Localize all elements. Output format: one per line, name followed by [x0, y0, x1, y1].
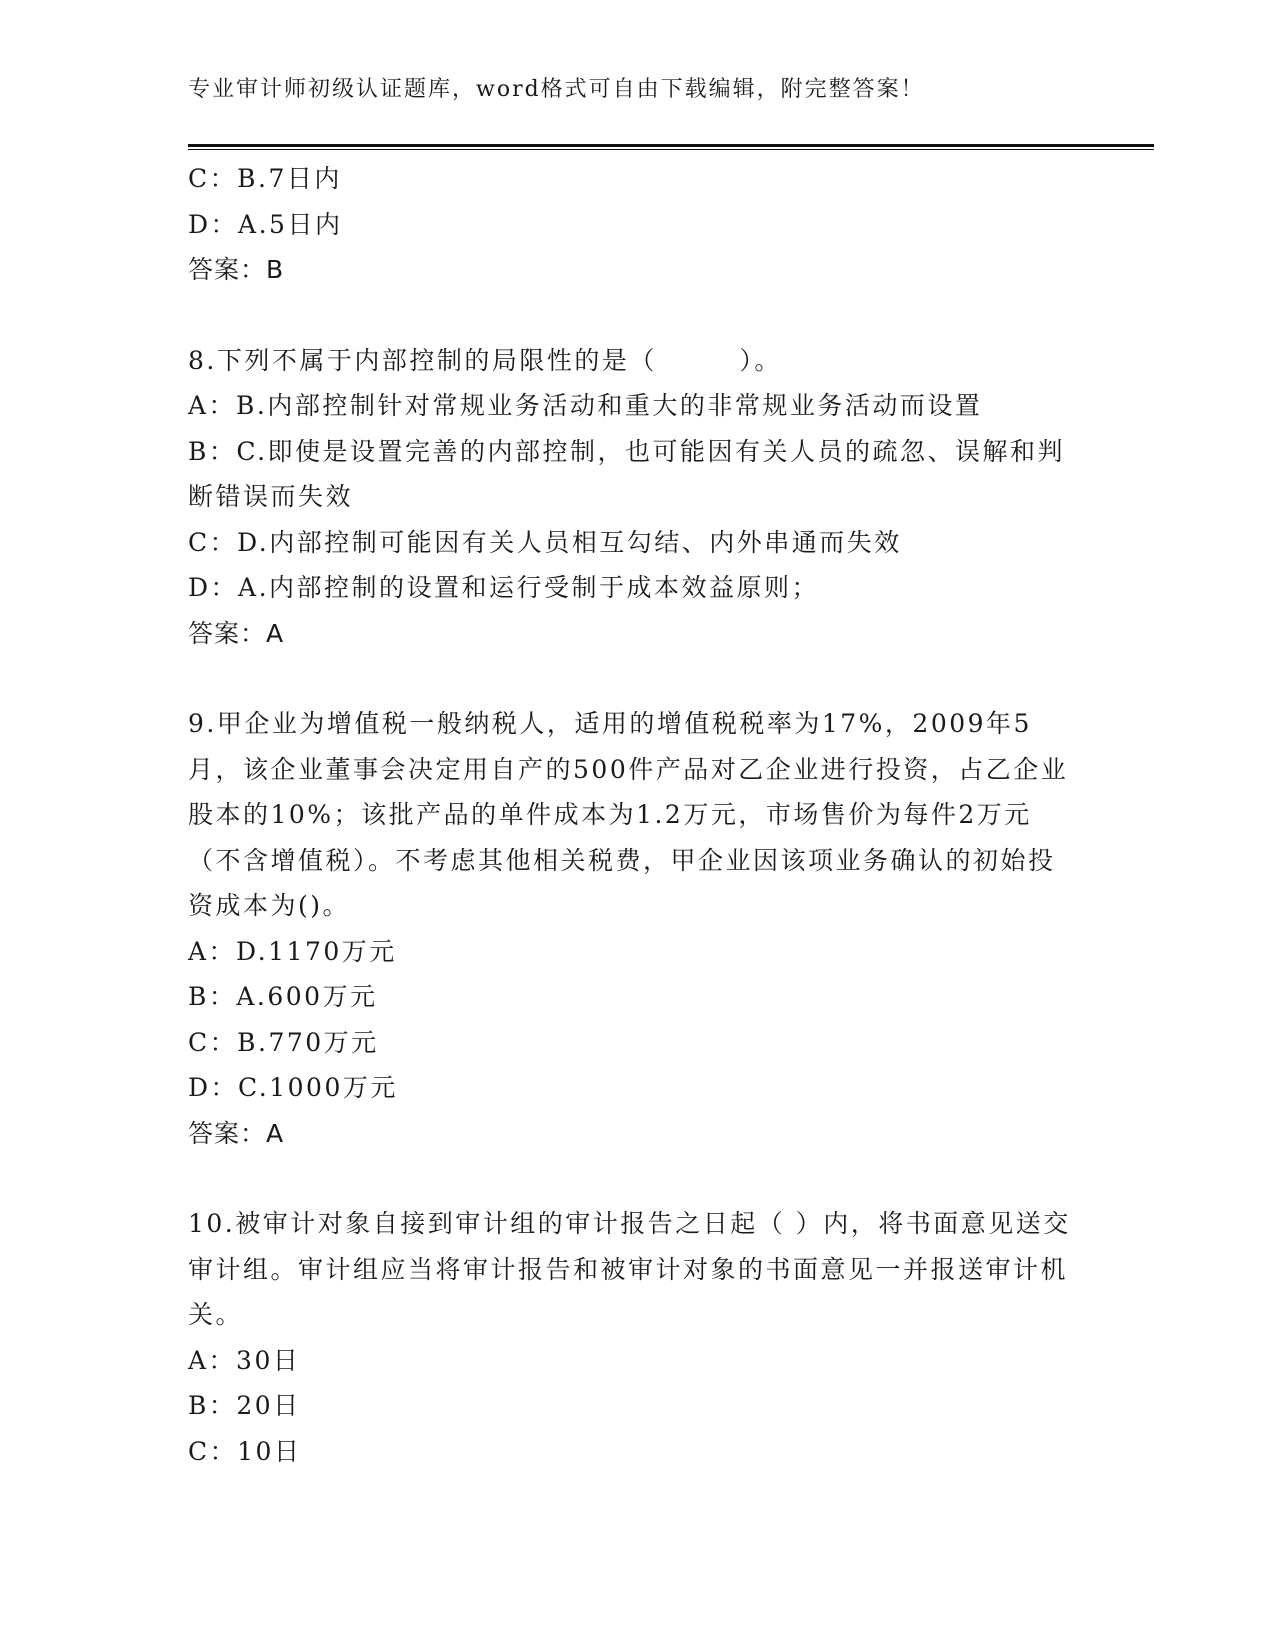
question-content: [188, 156, 1078, 1474]
option-a: A：B.内部控制针对常规业务活动和重大的非常规业务活动而设置: [188, 391, 983, 420]
spacer: [188, 293, 1078, 338]
spacer: [188, 656, 1078, 701]
option-d: D：A.内部控制的设置和运行受制于成本效益原则；: [188, 573, 820, 602]
question-8: [188, 338, 1078, 657]
question-text: 10.被审计对象自接到审计组的审计报告之日起（ ）内，将书面意见送交审计组。审计组应当将审计报告和被审计对象的书面意见一并报送审计机关。: [188, 1209, 1071, 1329]
question-7: [188, 156, 1078, 293]
question-9: [188, 701, 1078, 1156]
header-divider-thin: [188, 149, 1154, 150]
option-c: C：10日: [188, 1436, 302, 1466]
page-header-title: 专业审计师初级认证题库，word格式可自由下载编辑，附完整答案！: [188, 77, 925, 102]
option-b: B：A.600万元: [188, 982, 378, 1011]
answer-line: 答案：A: [188, 1118, 285, 1148]
option-d: D：C.1000万元: [188, 1073, 398, 1102]
option-b: B：C.即使是设置完善的内部控制，也可能因有关人员的疏忽、误解和判断错误而失效: [188, 436, 1066, 511]
answer-line: 答案：B: [188, 255, 285, 284]
header-divider-thick: [188, 144, 1154, 147]
option-b: B：20日: [188, 1391, 301, 1420]
option-c: C：B.7日内: [188, 164, 342, 193]
answer-line: 答案：A: [188, 618, 285, 648]
spacer: [188, 1156, 1078, 1201]
question-10: [188, 1201, 1078, 1474]
question-text: 9.甲企业为增值税一般纳税人，适用的增值税税率为17%，2009年5月，该企业董事会决定用自产的500件产品对乙企业进行投资，占乙企业股本的10%；该批产品的单件成本为1.2万元，市场售价为每件2万元（不含增值税）。不考虑其他相关税费，甲企业因该项业务确认的初始投资成本为()。: [188, 709, 1069, 920]
option-d: D：A.5日内: [188, 209, 343, 239]
header-divider: [188, 144, 1154, 151]
option-a: A：30日: [188, 1345, 301, 1375]
question-text: 8.下列不属于内部控制的局限性的是（ ）。: [188, 345, 782, 375]
option-a: A：D.1170万元: [188, 936, 397, 966]
option-c: C：B.770万元: [188, 1027, 379, 1057]
option-c: C：D.内部控制可能因有关人员相互勾结、内外串通而失效: [188, 527, 902, 557]
